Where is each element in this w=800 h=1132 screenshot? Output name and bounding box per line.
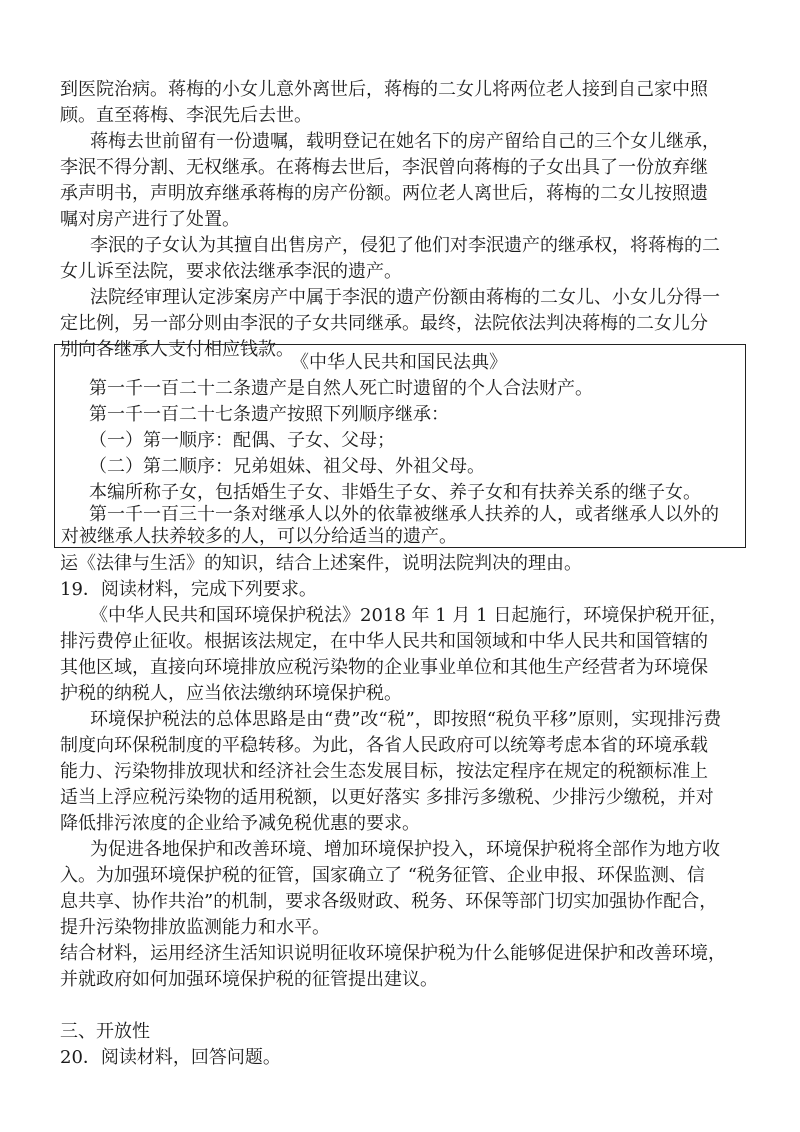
case-line: 承声明书，声明放弃继承蒋梅的房产份额。两位老人离世后，蒋梅的二女儿按照遗 (60, 183, 708, 204)
case-line: 定比例，另一部分则由李泯的子女共同继承。最终，法院依法判决蒋梅的二女儿分 (60, 313, 708, 334)
q18-prompt: 运《法律与生活》的知识，结合上述案件，说明法院判决的理由。 (60, 553, 582, 574)
q19-material-line: 为促进各地保护和改善环境、增加环境保护投入，环境保护税将全部作为地方收 (90, 839, 720, 860)
case-line: 女儿诉至法院，要求依法继承李泯的遗产。 (60, 261, 402, 282)
q19-material-line: 制度向环保税制度的平稳转移。为此，各省人民政府可以统筹考虑本省的环境承载 (60, 735, 708, 756)
q19-material-line: 其他区域，直接向环境排放应税污染物的企业事业单位和其他生产经营者为环境保 (60, 657, 708, 678)
q19-task-line: 结合材料，运用经济生活知识说明征收环境保护税为什么能够促进保护和改善环境， (60, 943, 726, 964)
civil-code-article: （二）第二顺序：兄弟姐妹、祖父母、外祖父母。 (89, 456, 485, 477)
q19-material-line: 入。为加强环境保护税的征管，国家确立了 “税务征管、企业申报、环保监测、信 (60, 865, 705, 886)
civil-code-article: （一）第一顺序：配偶、子女、父母； (89, 430, 395, 451)
q19-task-line: 并就政府如何加强环境保护税的征管提出建议。 (60, 969, 438, 990)
civil-code-box (54, 344, 746, 548)
civil-code-title: 《中华人民共和国民法典》 (291, 352, 507, 373)
q19-heading: 19．阅读材料，完成下列要求。 (60, 579, 317, 600)
case-line: 到医院治病。蒋梅的小女儿意外离世后，蒋梅的二女儿将两位老人接到自己家中照 (60, 79, 708, 100)
civil-code-article: 第一千一百二十二条遗产是自然人死亡时遗留的个人合法财产。 (89, 378, 593, 399)
case-line: 李泯的子女认为其擅自出售房产，侵犯了他们对李泯遗产的继承权，将蒋梅的二 (90, 235, 720, 256)
case-line: 蒋梅去世前留有一份遗嘱，载明登记在她名下的房产留给自己的三个女儿继承， (90, 131, 720, 152)
q19-material-line: 降低排污浓度的企业给予减免税优惠的要求。 (60, 813, 420, 834)
civil-code-article: 对被继承人扶养较多的人，可以分给适当的遗产。 (61, 526, 457, 547)
q19-material-line: 护税的纳税人，应当依法缴纳环境保护税。 (60, 683, 402, 704)
q20-heading: 20．阅读材料，回答问题。 (60, 1047, 281, 1068)
case-line: 别向各继承人支付相应钱款。 (60, 339, 294, 360)
case-line: 嘱对房产进行了处置。 (60, 209, 240, 230)
civil-code-article: 第一千一百三十一条对继承人以外的依靠被继承人扶养的人，或者继承人以外的 (89, 504, 719, 525)
civil-code-article: 第一千一百二十七条遗产按照下列顺序继承： (89, 404, 449, 425)
q19-material-line: 息共享、协作共治”的机制，要求各级财政、税务、环保等部门切实加强协作配合， (60, 891, 718, 912)
civil-code-article: 本编所称子女，包括婚生子女、非婚生子女、养子女和有扶养关系的继子女。 (89, 482, 701, 503)
q19-material-line: 能力、污染物排放现状和经济社会生态发展目标，按法定程序在规定的税额标准上 (60, 761, 708, 782)
case-line: 顾。直至蒋梅、李泯先后去世。 (60, 105, 312, 126)
q19-material-line: 排污费停止征收。根据该法规定，在中华人民共和国领域和中华人民共和国管辖的 (60, 631, 708, 652)
q19-material-line: 提升污染物排放监测能力和水平。 (60, 917, 330, 938)
section-heading: 三、开放性 (60, 1021, 150, 1042)
q19-material-line: 《中华人民共和国环境保护税法》2018 年 1 月 1 日起施行，环境保护税开征， (90, 605, 728, 626)
q19-material-line: 适当上浮应税污染物的适用税额，以更好落实 多排污多缴税、少排污少缴税，并对 (60, 787, 714, 808)
case-line: 李泯不得分割、无权继承。在蒋梅去世后，李泯曾向蒋梅的子女出具了一份放弃继 (60, 157, 708, 178)
case-line: 法院经审理认定涉案房产中属于李泯的遗产份额由蒋梅的二女儿、小女儿分得一 (90, 287, 720, 308)
q19-material-line: 环境保护税法的总体思路是由“费”改“税”，即按照“税负平移”原则，实现排污费 (90, 709, 722, 730)
